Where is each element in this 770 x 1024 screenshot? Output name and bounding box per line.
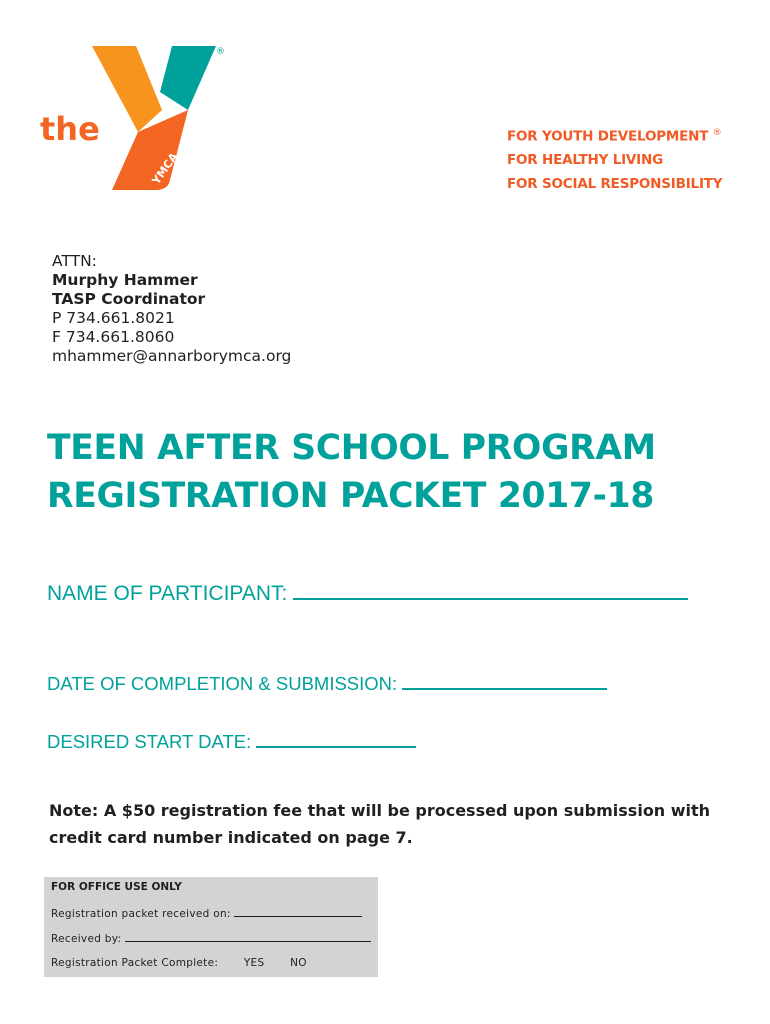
complete-no[interactable]: NO (290, 957, 307, 969)
page-title (47, 424, 656, 520)
complete-label: Registration Packet Complete: (51, 957, 219, 969)
completion-date-label: DATE OF COMPLETION & SUBMISSION: (47, 673, 398, 694)
logo-orange-arm (92, 46, 162, 132)
logo-the: the (40, 110, 100, 148)
tagline-line-1: FOR YOUTH DEVELOPMENT ® (507, 128, 722, 145)
ymca-logo (40, 40, 230, 200)
tagline-line-2: FOR HEALTHY LIVING (507, 152, 663, 168)
logo-registered: ® (216, 47, 225, 57)
received-on-label: Registration packet received on: (51, 908, 231, 920)
tagline (507, 122, 722, 196)
received-by-label: Received by: (51, 933, 122, 945)
contact-role: TASP Coordinator (52, 290, 206, 308)
complete-yes[interactable]: YES (243, 957, 265, 969)
contact-email[interactable]: mhammer@annarborymca.org (52, 347, 292, 365)
received-by-row (51, 932, 371, 945)
received-by-blank[interactable] (125, 932, 371, 942)
logo-green-arm (160, 46, 216, 110)
attn-label: ATTN: (52, 252, 97, 270)
received-on-row (51, 907, 362, 920)
fee-note: Note: A $50 registration fee that will be processed upon submission with credit card number indicated on page 7. (49, 801, 711, 847)
contact-name: Murphy Hammer (52, 271, 198, 289)
contact-block (52, 252, 291, 366)
title-line-1: TEEN AFTER SCHOOL PROGRAM (47, 428, 656, 468)
completion-date-blank[interactable] (402, 670, 607, 690)
logo-ymca: YMCA (149, 150, 181, 187)
start-date-label: DESIRED START DATE: (47, 731, 252, 752)
complete-row (51, 957, 307, 969)
start-date-blank[interactable] (256, 728, 416, 748)
office-use-box (44, 877, 378, 977)
participant-label: NAME OF PARTICIPANT: (47, 582, 288, 605)
contact-phone: P 734.661.8021 (52, 309, 175, 327)
tagline-line-3: FOR SOCIAL RESPONSIBILITY (507, 175, 723, 192)
participant-blank[interactable] (293, 578, 688, 600)
contact-fax: F 734.661.8060 (52, 328, 175, 346)
office-header: FOR OFFICE USE ONLY (51, 881, 182, 893)
start-date-field (47, 728, 416, 753)
received-on-blank[interactable] (234, 907, 362, 917)
title-line-2: REGISTRATION PACKET 2017-18 (47, 476, 655, 516)
completion-date-field (47, 670, 607, 695)
participant-field (47, 578, 688, 606)
